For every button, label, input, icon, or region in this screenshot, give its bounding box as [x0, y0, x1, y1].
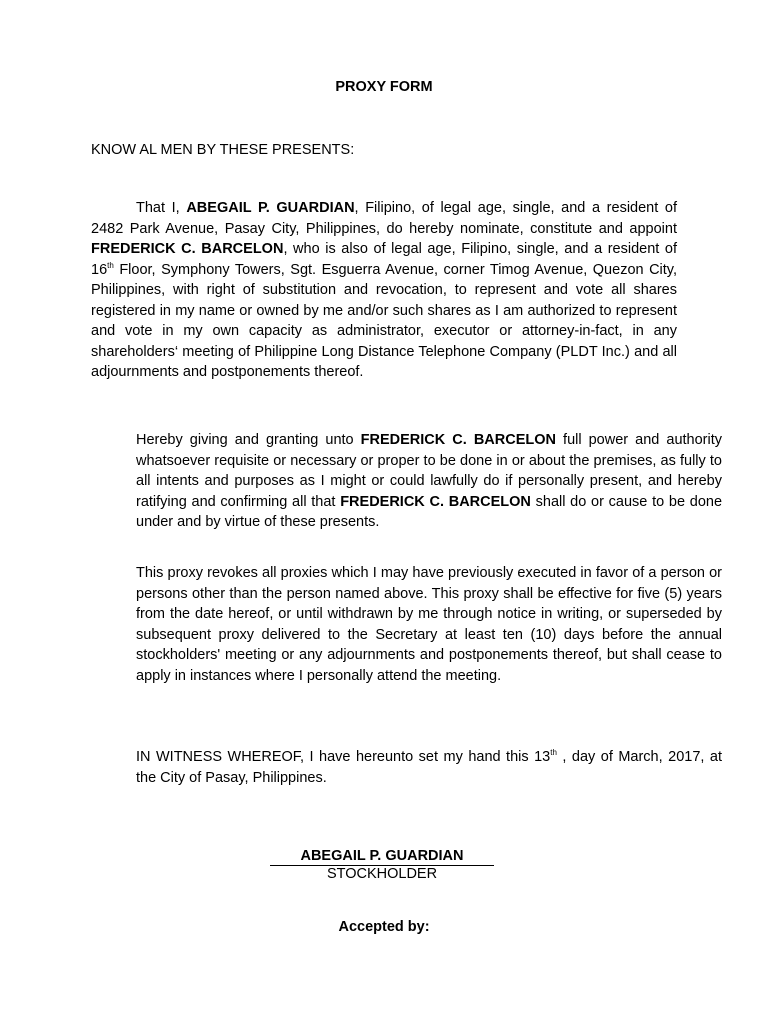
floor-suffix: th — [107, 260, 114, 270]
authority-text-3: shall do or cause to be done under and by virtue of these presents. — [136, 493, 723, 530]
day-suffix: th — [550, 748, 557, 758]
signatory-role: STOCKHOLDER — [326, 866, 438, 882]
proxy-name: FREDERICK C. BARCELON — [91, 241, 284, 257]
appointment-text-3: , who is also of legal age, Filipino, single, and a resident of 16 — [91, 241, 677, 278]
proxy-name: FREDERICK C. BARCELON — [340, 493, 531, 510]
appointment-paragraph — [91, 198, 677, 383]
principal-name: ABEGAIL P. GUARDIAN — [186, 200, 355, 216]
witness-text-1: IN WITNESS WHEREOF, I have hereunto set my hand this 13 — [136, 749, 551, 765]
revocation-paragraph: This proxy revokes all proxies which I may have previously executed in favor of a person or persons other than the person named above. This proxy shall be effective for five (5) years from the date hereof, or until withdrawn by me through notice in writing, or superseded by subsequent proxy delivered to the Secretary at least ten (10) days before the annual stockholders' meeting or any adjournments and postponements thereof, but shall cease to apply in instances where I personally attend the meeting. — [136, 565, 722, 684]
document-title: PROXY FORM — [335, 79, 433, 95]
signatory-name: ABEGAIL P. GUARDIAN — [270, 848, 494, 866]
authority-text-2: full power and authority whatsoever requisite or necessary or proper to be done in or about the premises, as fully to all intents and purposes as I might or could lawfully do if personally present, and hereby ratifying and confirming all that — [136, 432, 723, 510]
authority-paragraph — [91, 430, 722, 533]
opening-line: KNOW AL MEN BY THESE PRESENTS: — [91, 142, 355, 158]
witness-text-2: , day of March, 2017, at the City of Pasay, Philippines. — [136, 749, 722, 786]
proxy-name: FREDERICK C. BARCELON — [360, 432, 556, 448]
appointment-text-2: , Filipino, of legal age, single, and a resident of 2482 Park Avenue, Pasay City, Philippines, do hereby nominate, constitute and appoint — [91, 200, 677, 237]
authority-text-1: Hereby giving and granting unto — [136, 432, 361, 448]
appointment-text-4: Floor, Symphony Towers, Sgt. Esguerra Avenue, corner Timog Avenue, Quezon City, Philippines, with right of substitution and revocation, to represent and vote all shares registered in my name or owned by me and/or such shares as I am authorized to represent and vote in my own capacity as administrator, executor or attorney-in-fact, in any shareholders‘ meeting of Philippine Long Distance Telephone Company (PLDT Inc.) and all adjournments and postponements thereof. — [91, 261, 677, 380]
accepted-by-label: Accepted by: — [338, 919, 430, 935]
witness-paragraph — [91, 747, 722, 788]
appointment-text-1: That I, — [136, 200, 187, 216]
